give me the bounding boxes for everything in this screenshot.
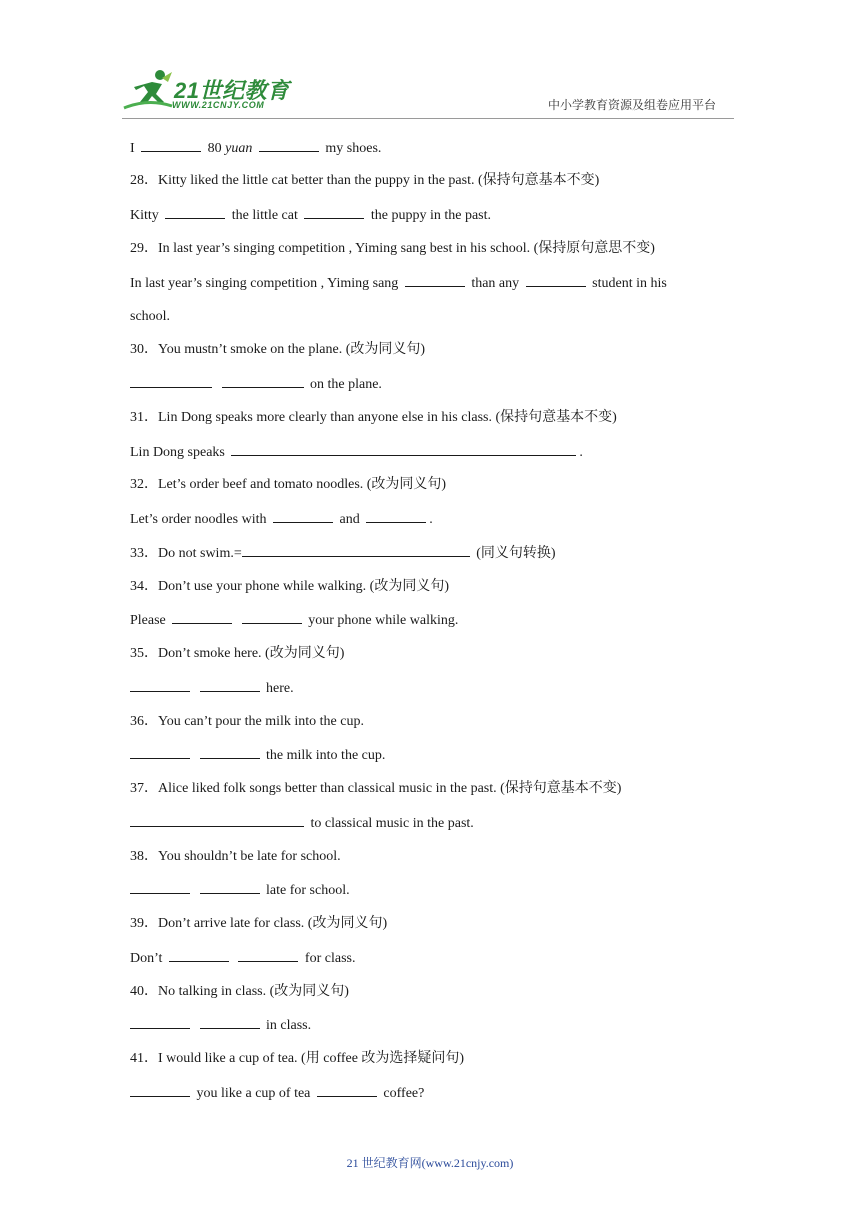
answer-blank[interactable]	[165, 205, 225, 219]
answer-blank[interactable]	[200, 1015, 260, 1029]
header-divider	[122, 118, 734, 119]
question-31: 31．Lin Dong speaks more clearly than anyone else in his class. (保持句意基本不变)	[130, 410, 617, 425]
platform-text: 中小学教育资源及组卷应用平台	[548, 98, 717, 112]
answer-line-32: Let’s order noodles with and .	[130, 509, 433, 529]
answer-line-41: you like a cup of tea coffee?	[130, 1083, 424, 1103]
answer-line-38: late for school.	[130, 880, 350, 900]
question-40: 40．No talking in class. (改为同义句)	[130, 984, 349, 999]
answer-line-35: here.	[130, 678, 294, 698]
answer-blank[interactable]	[200, 880, 260, 894]
answer-blank[interactable]	[242, 610, 302, 624]
answer-blank[interactable]	[231, 442, 576, 456]
answer-blank[interactable]	[141, 138, 201, 152]
question-41: 41．I would like a cup of tea. (用 coffee 改为选择疑问句)	[130, 1051, 465, 1066]
answer-blank[interactable]	[130, 678, 190, 692]
logo-url: WWW.21CNJY.COM	[172, 100, 265, 110]
answer-line-36: the milk into the cup.	[130, 745, 385, 765]
answer-line-40: in class.	[130, 1015, 311, 1035]
answer-blank[interactable]	[526, 273, 586, 287]
answer-line-29: In last year’s singing competition , Yiming sang than any student in his	[130, 273, 667, 293]
question-37: 37．Alice liked folk songs better than classical music in the past. (保持句意基本不变)	[130, 781, 622, 796]
question-34: 34．Don’t use your phone while walking. (改为同义句)	[130, 579, 449, 594]
answer-blank[interactable]	[259, 138, 319, 152]
answer-line-28: Kitty the little cat the puppy in the past.	[130, 205, 491, 225]
question-35: 35．Don’t smoke here. (改为同义句)	[130, 646, 345, 661]
question-29: 29．In last year’s singing competition , Yiming sang best in his school. (保持原句意思不变)	[130, 241, 655, 256]
answer-line-34: Please your phone while walking.	[130, 610, 458, 630]
answer-blank[interactable]	[130, 1083, 190, 1097]
footer-text: 21 世纪教育网(www.21cnjy.com)	[346, 1156, 514, 1170]
answer-blank[interactable]	[130, 745, 190, 759]
answer-blank[interactable]	[130, 880, 190, 894]
answer-blank[interactable]	[130, 1015, 190, 1029]
answer-blank[interactable]	[304, 205, 364, 219]
answer-blank[interactable]	[169, 948, 229, 962]
page-footer	[0, 1154, 860, 1171]
answer-line-39: Don’t for class.	[130, 948, 355, 968]
answer-blank[interactable]	[200, 678, 260, 692]
logo	[122, 68, 292, 116]
answer-blank[interactable]	[130, 813, 304, 827]
answer-blank[interactable]	[200, 745, 260, 759]
runner-logo-icon	[122, 68, 174, 114]
question-38: 38．You shouldn’t be late for school.	[130, 849, 341, 864]
answer-blank[interactable]	[130, 374, 212, 388]
question-30: 30．You mustn’t smoke on the plane. (改为同义句)	[130, 342, 426, 357]
answer-line-31: Lin Dong speaks .	[130, 442, 583, 462]
answer-blank[interactable]	[222, 374, 304, 388]
page-header	[0, 0, 860, 125]
answer-blank[interactable]	[405, 273, 465, 287]
question-39: 39．Don’t arrive late for class. (改为同义句)	[130, 916, 388, 931]
question-28: 28．Kitty liked the little cat better than the puppy in the past. (保持句意基本不变)	[130, 173, 600, 188]
question-32: 32．Let’s order beef and tomato noodles. (改为同义句)	[130, 477, 447, 492]
answer-line-30: on the plane.	[130, 374, 382, 394]
answer-line-27: I 80 yuan my shoes.	[130, 138, 381, 158]
question-36: 36．You can’t pour the milk into the cup.	[130, 714, 364, 729]
answer-blank[interactable]	[238, 948, 298, 962]
question-33: 33．Do not swim.= (同义句转换)	[130, 543, 556, 563]
answer-blank[interactable]	[273, 509, 333, 523]
answer-blank[interactable]	[317, 1083, 377, 1097]
answer-blank[interactable]	[242, 543, 470, 557]
answer-line-37: to classical music in the past.	[130, 813, 474, 833]
answer-line-29-cont: school.	[130, 309, 171, 324]
answer-blank[interactable]	[366, 509, 426, 523]
logo-text: 21世纪教育	[174, 78, 290, 103]
answer-blank[interactable]	[172, 610, 232, 624]
